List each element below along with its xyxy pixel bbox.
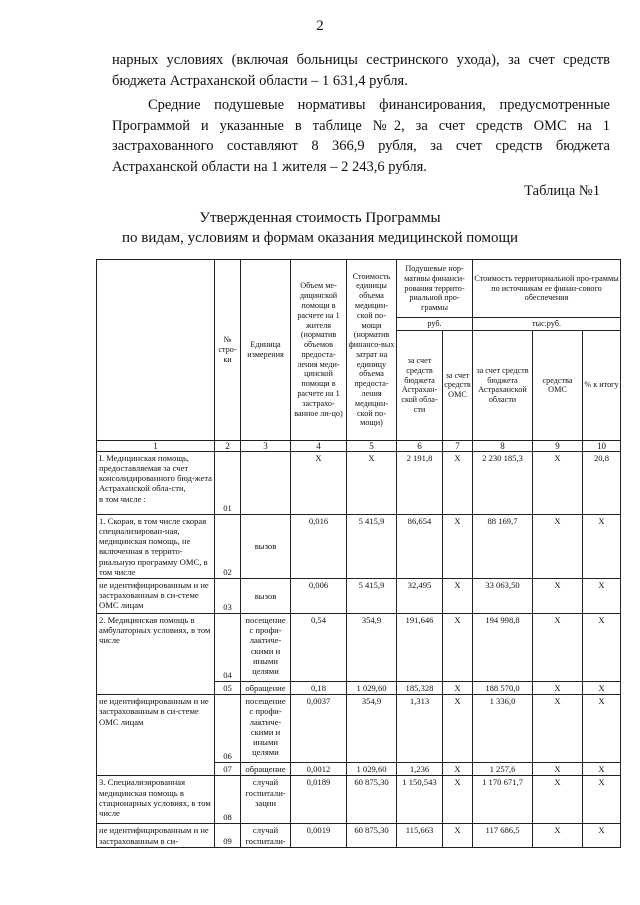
row-line-number: 04: [215, 614, 241, 682]
row-volume: 0,0189: [291, 776, 347, 824]
row-volume: X: [291, 451, 347, 514]
row-per-capita-budget: 32,495: [397, 579, 443, 614]
row-line-number: 08: [215, 776, 241, 824]
row-volume: 0,18: [291, 682, 347, 695]
row-name: 1. Скорая, в том числе скорая специализирован-ная, медицинская помощь, не включенная в террито-риальную программу ОМС, в том числе: [97, 514, 215, 578]
row-cost-budget: 1 170 671,7: [473, 776, 533, 824]
row-per-capita-oms: X: [443, 776, 473, 824]
table-row: [97, 776, 621, 824]
row-unit: обращение: [241, 763, 291, 776]
row-volume: 0,54: [291, 614, 347, 682]
header-per-capita-oms: за счет средств ОМС: [443, 330, 473, 440]
row-cost-budget: 1 257,6: [473, 763, 533, 776]
row-line-number: 09: [215, 824, 241, 848]
row-unit: вызов: [241, 579, 291, 614]
row-cost-budget: 117 686,5: [473, 824, 533, 848]
row-unit: случай госпитали-зации: [241, 776, 291, 824]
row-unit: посещение с профи-лактиче-скими и иными целями: [241, 614, 291, 682]
row-name: не идентифицированным и не застрахованным в си-стеме ОМС лицам: [97, 695, 215, 776]
row-unit-cost: 5 415,9: [347, 579, 397, 614]
row-per-capita-oms: X: [443, 451, 473, 514]
row-unit-cost: 354,9: [347, 614, 397, 682]
page-number: 2: [316, 18, 324, 34]
row-cost-percent: X: [583, 763, 621, 776]
program-cost-table: [96, 259, 621, 848]
paragraph-2: Средние подушевые нормативы финансирования, предусмотренные Программой и указанные в таблице №2, за счет средств ОМС на 1 застрахованного составляют 8 366,9 рубля, за счет средств бюджета Астраханской области на 1 жителя – 2 243,6 рубля.: [112, 97, 610, 175]
table-label: Таблица №1: [524, 183, 600, 199]
row-per-capita-budget: 2 191,8: [397, 451, 443, 514]
row-line-number: 06: [215, 695, 241, 763]
row-line-number: 05: [215, 682, 241, 695]
row-name: 2. Медицинская помощь в амбулаторных условиях, в том числе: [97, 614, 215, 695]
row-cost-oms: X: [533, 824, 583, 848]
row-line-number: 07: [215, 763, 241, 776]
row-volume: 0,016: [291, 514, 347, 578]
row-cost-percent: X: [583, 614, 621, 682]
column-number: 5: [347, 440, 397, 451]
column-number: 1: [97, 440, 215, 451]
row-cost-percent: X: [583, 579, 621, 614]
row-per-capita-oms: X: [443, 824, 473, 848]
row-cost-budget: 1 336,0: [473, 695, 533, 763]
row-per-capita-oms: X: [443, 763, 473, 776]
row-unit-cost: X: [347, 451, 397, 514]
row-cost-budget: 194 998,8: [473, 614, 533, 682]
row-cost-percent: X: [583, 682, 621, 695]
column-number: 9: [533, 440, 583, 451]
row-per-capita-budget: 1,313: [397, 695, 443, 763]
row-cost-percent: X: [583, 824, 621, 848]
row-unit-cost: 60 875,30: [347, 776, 397, 824]
row-volume: 0,0012: [291, 763, 347, 776]
row-cost-percent: X: [583, 776, 621, 824]
table-row: [97, 514, 621, 578]
row-unit-cost: 1 029,60: [347, 682, 397, 695]
header-cost-unit: тыс.руб.: [473, 318, 621, 331]
row-name: не идентифицированным и не застрахованным в си-: [97, 824, 215, 848]
row-unit-cost: 354,9: [347, 695, 397, 763]
table-row: [97, 579, 621, 614]
row-cost-oms: X: [533, 514, 583, 578]
row-cost-oms: X: [533, 451, 583, 514]
row-per-capita-budget: 1,236: [397, 763, 443, 776]
row-per-capita-oms: X: [443, 514, 473, 578]
header-cost-budget: за счет средств бюджета Астраханской области: [473, 330, 533, 440]
header-cost-group: Стоимость территориальной про-граммы по источникам ее финан-сового обеспечения: [473, 260, 621, 318]
row-name: не идентифицированным и не застрахованным в си-стеме ОМС лицам: [97, 579, 215, 614]
column-number: 8: [473, 440, 533, 451]
row-cost-oms: X: [533, 776, 583, 824]
table-row: [97, 824, 621, 848]
table-row: [97, 614, 621, 682]
row-unit: вызов: [241, 514, 291, 578]
row-cost-budget: 88 169,7: [473, 514, 533, 578]
header-per-capita-unit: руб.: [397, 318, 473, 331]
row-name: I. Медицинская помощь, предоставляемая за счет консолидированного бюд-жета Астраханской обла-сти, в том числе :: [97, 451, 215, 514]
table-row: [97, 695, 621, 763]
row-cost-oms: X: [533, 682, 583, 695]
row-per-capita-budget: 115,663: [397, 824, 443, 848]
row-per-capita-budget: 1 150,543: [397, 776, 443, 824]
row-per-capita-oms: X: [443, 695, 473, 763]
paragraph-1: нарных условиях (включая больницы сестринского ухода), за счет средств бюджета Астраханской области – 1 631,4 рубля.: [112, 52, 610, 89]
row-per-capita-oms: X: [443, 614, 473, 682]
row-cost-oms: X: [533, 614, 583, 682]
header-volume: Объем ме-дицинской помощи в расчете на 1 жителя (норматив объемов предоста-ления меди-цинской помощи в расчете на 1 застрахо-ванное ли-цо): [291, 260, 347, 441]
header-unit-cost: Стоимость единицы объема медицин-ской по-мощи (норматив финансо-вых затрат на единицу объема предоста-ления медицин-ской по-мощи): [347, 260, 397, 441]
row-cost-budget: 2 230 185,3: [473, 451, 533, 514]
header-per-capita-group: Подушевые нор-мативы финанси-рования террито-риальной про-граммы: [397, 260, 473, 318]
table-row: [97, 451, 621, 514]
table-title-line-2: по видам, условиям и формам оказания медицинской помощи: [121, 230, 519, 246]
row-unit: обращение: [241, 682, 291, 695]
row-unit-cost: 1 029,60: [347, 763, 397, 776]
column-number: 4: [291, 440, 347, 451]
row-volume: 0,006: [291, 579, 347, 614]
row-per-capita-oms: X: [443, 682, 473, 695]
row-cost-percent: 20,8: [583, 451, 621, 514]
row-per-capita-budget: 185,328: [397, 682, 443, 695]
row-cost-oms: X: [533, 763, 583, 776]
column-number: 2: [215, 440, 241, 451]
header-per-capita-budget: за счет средств бюджета Астрахан-ской обла-сти: [397, 330, 443, 440]
header-name: [97, 260, 215, 441]
row-cost-percent: X: [583, 514, 621, 578]
row-unit-cost: 60 875,30: [347, 824, 397, 848]
row-per-capita-budget: 191,646: [397, 614, 443, 682]
row-volume: 0,0019: [291, 824, 347, 848]
header-cost-percent: % к итогу: [583, 330, 621, 440]
row-cost-oms: X: [533, 579, 583, 614]
row-cost-percent: X: [583, 695, 621, 763]
row-unit-cost: 5 415,9: [347, 514, 397, 578]
row-volume: 0,0037: [291, 695, 347, 763]
row-unit: [241, 451, 291, 514]
header-unit: Единица измерения: [241, 260, 291, 441]
row-name: 3. Специализированная медицинская помощь в стационарных условиях, в том числе: [97, 776, 215, 824]
row-unit: посещение с профи-лактиче-скими и иными целями: [241, 695, 291, 763]
header-line-number: № стро-ки: [215, 260, 241, 441]
row-line-number: 02: [215, 514, 241, 578]
header-cost-oms: средства ОМС: [533, 330, 583, 440]
row-cost-budget: 33 063,50: [473, 579, 533, 614]
table-title-line-1: Утвержденная стоимость Программы: [199, 210, 441, 226]
row-cost-oms: X: [533, 695, 583, 763]
row-line-number: 01: [215, 451, 241, 514]
row-per-capita-oms: X: [443, 579, 473, 614]
row-cost-budget: 188 570,0: [473, 682, 533, 695]
column-number: 10: [583, 440, 621, 451]
row-line-number: 03: [215, 579, 241, 614]
row-per-capita-budget: 86,654: [397, 514, 443, 578]
row-unit: случай госпитали-: [241, 824, 291, 848]
column-number: 6: [397, 440, 443, 451]
column-number: 7: [443, 440, 473, 451]
column-number: 3: [241, 440, 291, 451]
